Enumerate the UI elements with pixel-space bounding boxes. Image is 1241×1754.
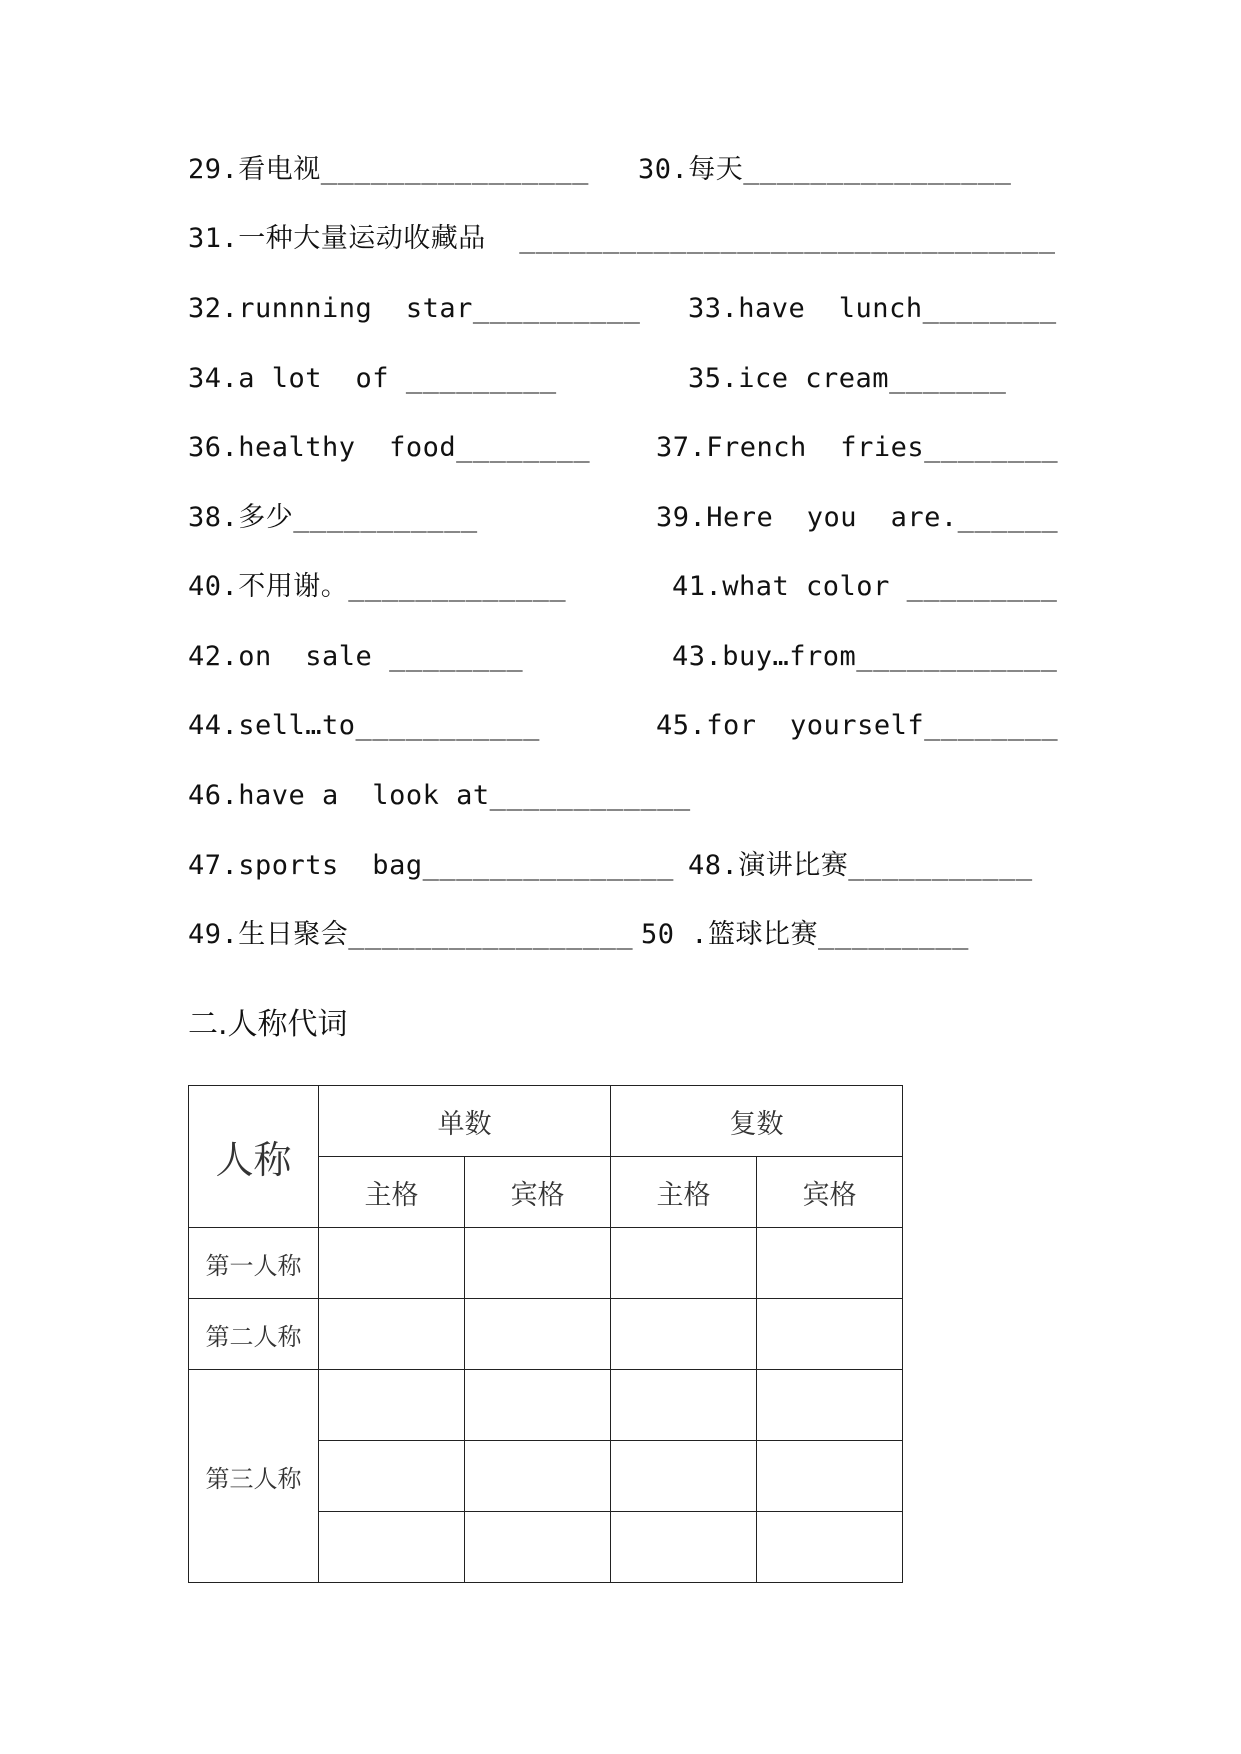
vocab-item-30: 30.每天________________	[638, 154, 1012, 185]
pronoun-table	[188, 1085, 903, 1583]
header-plural-subject: 主格	[611, 1157, 757, 1228]
answer-cell[interactable]	[319, 1512, 465, 1583]
section-title: 二.人称代词	[188, 1007, 348, 1042]
answer-cell[interactable]	[319, 1370, 465, 1441]
answer-cell[interactable]	[611, 1370, 757, 1441]
answer-cell[interactable]	[465, 1441, 611, 1512]
vocab-item-50: 50 .篮球比赛_________	[641, 919, 969, 950]
header-plural: 复数	[611, 1086, 903, 1157]
vocab-item-49: 49.生日聚会_________________	[188, 919, 634, 950]
answer-cell[interactable]	[611, 1299, 757, 1370]
vocab-item-33: 33.have lunch________	[688, 293, 1057, 324]
answer-cell[interactable]	[757, 1299, 903, 1370]
vocab-item-43: 43.buy…from____________	[672, 641, 1058, 672]
answer-cell[interactable]	[319, 1228, 465, 1299]
vocab-item-44: 44.sell…to___________	[188, 710, 540, 741]
header-singular-object: 宾格	[465, 1157, 611, 1228]
vocab-item-48: 48.演讲比赛___________	[688, 850, 1033, 881]
vocab-item-41: 41.what color _________	[672, 571, 1058, 602]
header-singular-subject: 主格	[319, 1157, 465, 1228]
answer-cell[interactable]	[465, 1228, 611, 1299]
answer-cell[interactable]	[319, 1299, 465, 1370]
answer-cell[interactable]	[465, 1370, 611, 1441]
header-singular: 单数	[319, 1086, 611, 1157]
vocab-item-29: 29.看电视________________	[188, 154, 589, 185]
answer-cell[interactable]	[465, 1512, 611, 1583]
answer-cell[interactable]	[611, 1228, 757, 1299]
answer-cell[interactable]	[757, 1512, 903, 1583]
vocab-item-31: 31.一种大量运动收藏品 ________________________________	[188, 223, 1056, 254]
row-label-third-person: 第三人称	[189, 1370, 319, 1583]
answer-cell[interactable]	[611, 1512, 757, 1583]
table-corner-header: 人称	[189, 1086, 319, 1228]
vocab-item-34: 34.a lot of _________	[188, 363, 557, 394]
header-plural-object: 宾格	[757, 1157, 903, 1228]
vocab-item-37: 37.French fries________	[656, 432, 1059, 463]
vocab-item-36: 36.healthy food________	[188, 432, 591, 463]
answer-cell[interactable]	[465, 1299, 611, 1370]
row-label-first-person: 第一人称	[189, 1228, 319, 1299]
answer-cell[interactable]	[757, 1370, 903, 1441]
vocab-item-47: 47.sports bag_______________	[188, 850, 674, 881]
answer-cell[interactable]	[611, 1441, 757, 1512]
vocab-item-42: 42.on sale ________	[188, 641, 524, 672]
vocab-item-45: 45.for yourself________	[656, 710, 1059, 741]
answer-cell[interactable]	[757, 1441, 903, 1512]
vocab-item-38: 38.多少___________	[188, 502, 478, 533]
answer-cell[interactable]	[319, 1441, 465, 1512]
answer-cell[interactable]	[757, 1228, 903, 1299]
vocab-item-35: 35.ice cream_______	[688, 363, 1007, 394]
vocab-item-40: 40.不用谢。_____________	[188, 571, 567, 602]
vocab-item-46: 46.have a look at____________	[188, 780, 691, 811]
vocab-item-32: 32.runnning star__________	[188, 293, 641, 324]
vocab-item-39: 39.Here you are.______	[656, 502, 1059, 533]
row-label-second-person: 第二人称	[189, 1299, 319, 1370]
